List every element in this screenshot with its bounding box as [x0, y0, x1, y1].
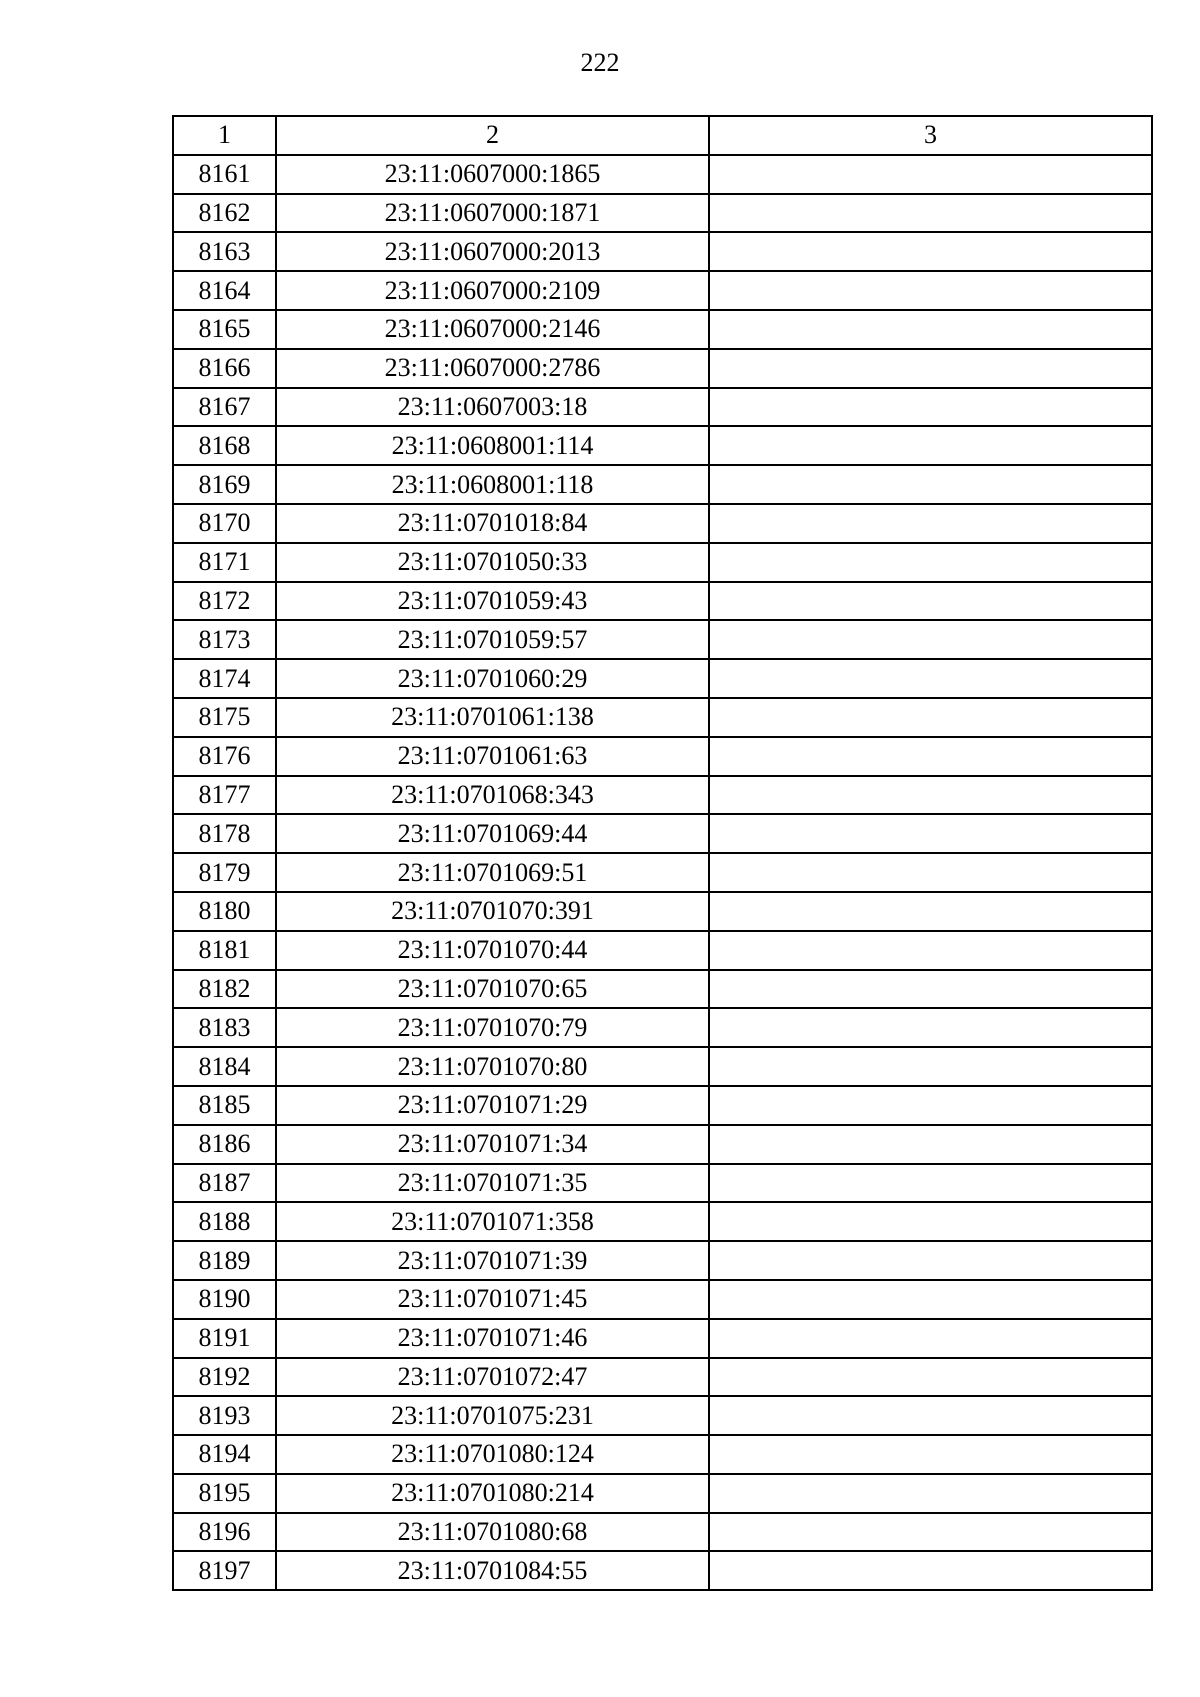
cadastral-number-cell: 23:11:0701069:51	[276, 853, 709, 892]
cadastral-number-cell: 23:11:0608001:118	[276, 465, 709, 504]
table-row	[173, 698, 1152, 737]
row-number-cell: 8161	[173, 155, 276, 194]
row-number-cell: 8188	[173, 1202, 276, 1241]
table-row	[173, 271, 1152, 310]
row-number-cell: 8191	[173, 1319, 276, 1358]
row-number-cell: 8183	[173, 1008, 276, 1047]
table-row	[173, 1474, 1152, 1513]
note-cell	[709, 465, 1152, 504]
row-number-cell: 8175	[173, 698, 276, 737]
note-cell	[709, 1280, 1152, 1319]
note-cell	[709, 931, 1152, 970]
table-row	[173, 1164, 1152, 1203]
note-cell	[709, 1551, 1152, 1590]
cadastral-number-cell: 23:11:0607000:2786	[276, 349, 709, 388]
cadastral-number-cell: 23:11:0701060:29	[276, 659, 709, 698]
page-number: 222	[580, 48, 620, 77]
row-number-cell: 8178	[173, 814, 276, 853]
table-row	[173, 1202, 1152, 1241]
row-number-cell: 8170	[173, 504, 276, 543]
table-row	[173, 426, 1152, 465]
cadastral-number-cell: 23:11:0701070:79	[276, 1008, 709, 1047]
note-cell	[709, 853, 1152, 892]
row-number-cell: 8193	[173, 1396, 276, 1435]
cadastral-number-cell: 23:11:0701071:29	[276, 1086, 709, 1125]
row-number-cell: 8182	[173, 970, 276, 1009]
note-cell	[709, 814, 1152, 853]
table-row	[173, 1086, 1152, 1125]
cadastral-number-cell: 23:11:0701071:34	[276, 1125, 709, 1164]
cadastral-number-cell: 23:11:0701059:43	[276, 582, 709, 621]
table-row	[173, 659, 1152, 698]
row-number-cell: 8187	[173, 1164, 276, 1203]
row-number-cell: 8164	[173, 271, 276, 310]
row-number-cell: 8169	[173, 465, 276, 504]
cadastral-number-cell: 23:11:0607000:1871	[276, 194, 709, 233]
cadastral-number-cell: 23:11:0608001:114	[276, 426, 709, 465]
table-row	[173, 232, 1152, 271]
cadastral-number-cell: 23:11:0701071:45	[276, 1280, 709, 1319]
column-header-1: 1	[173, 116, 276, 155]
cadastral-number-cell: 23:11:0607000:2109	[276, 271, 709, 310]
row-number-cell: 8174	[173, 659, 276, 698]
column-header-2: 2	[276, 116, 709, 155]
note-cell	[709, 737, 1152, 776]
row-number-cell: 8190	[173, 1280, 276, 1319]
row-number-cell: 8194	[173, 1435, 276, 1474]
table-row	[173, 349, 1152, 388]
cadastral-number-cell: 23:11:0701071:35	[276, 1164, 709, 1203]
cadastral-number-cell: 23:11:0701071:46	[276, 1319, 709, 1358]
row-number-cell: 8162	[173, 194, 276, 233]
note-cell	[709, 1008, 1152, 1047]
table-row	[173, 465, 1152, 504]
table-row	[173, 1396, 1152, 1435]
cadastral-table	[172, 115, 1153, 1591]
table-row	[173, 1125, 1152, 1164]
table-row	[173, 970, 1152, 1009]
cadastral-number-cell: 23:11:0701084:55	[276, 1551, 709, 1590]
table-row	[173, 737, 1152, 776]
row-number-cell: 8189	[173, 1241, 276, 1280]
table-row	[173, 582, 1152, 621]
note-cell	[709, 1435, 1152, 1474]
row-number-cell: 8197	[173, 1551, 276, 1590]
row-number-cell: 8173	[173, 620, 276, 659]
table-row	[173, 853, 1152, 892]
note-cell	[709, 1086, 1152, 1125]
note-cell	[709, 155, 1152, 194]
cadastral-number-cell: 23:11:0701061:63	[276, 737, 709, 776]
cadastral-number-cell: 23:11:0701061:138	[276, 698, 709, 737]
row-number-cell: 8196	[173, 1513, 276, 1552]
row-number-cell: 8181	[173, 931, 276, 970]
note-cell	[709, 388, 1152, 427]
table-row	[173, 892, 1152, 931]
table-row	[173, 1008, 1152, 1047]
cadastral-number-cell: 23:11:0701080:214	[276, 1474, 709, 1513]
column-header-3: 3	[709, 116, 1152, 155]
note-cell	[709, 349, 1152, 388]
table-row	[173, 310, 1152, 349]
note-cell	[709, 504, 1152, 543]
cadastral-number-cell: 23:11:0701070:65	[276, 970, 709, 1009]
table-row	[173, 1047, 1152, 1086]
note-cell	[709, 426, 1152, 465]
row-number-cell: 8166	[173, 349, 276, 388]
note-cell	[709, 232, 1152, 271]
cadastral-number-cell: 23:11:0701069:44	[276, 814, 709, 853]
note-cell	[709, 1319, 1152, 1358]
note-cell	[709, 1513, 1152, 1552]
table-row	[173, 388, 1152, 427]
note-cell	[709, 1202, 1152, 1241]
note-cell	[709, 1047, 1152, 1086]
note-cell	[709, 1358, 1152, 1397]
note-cell	[709, 1241, 1152, 1280]
table-row	[173, 504, 1152, 543]
note-cell	[709, 620, 1152, 659]
table-row	[173, 814, 1152, 853]
note-cell	[709, 1396, 1152, 1435]
note-cell	[709, 194, 1152, 233]
cadastral-number-cell: 23:11:0701070:44	[276, 931, 709, 970]
row-number-cell: 8172	[173, 582, 276, 621]
table-row	[173, 194, 1152, 233]
table-row	[173, 1280, 1152, 1319]
cadastral-number-cell: 23:11:0701080:68	[276, 1513, 709, 1552]
cadastral-number-cell: 23:11:0701050:33	[276, 543, 709, 582]
table-row	[173, 1551, 1152, 1590]
cadastral-number-cell: 23:11:0701070:80	[276, 1047, 709, 1086]
table-row	[173, 620, 1152, 659]
note-cell	[709, 659, 1152, 698]
note-cell	[709, 543, 1152, 582]
row-number-cell: 8165	[173, 310, 276, 349]
note-cell	[709, 310, 1152, 349]
cadastral-number-cell: 23:11:0607003:18	[276, 388, 709, 427]
table-body	[173, 155, 1152, 1590]
note-cell	[709, 698, 1152, 737]
row-number-cell: 8177	[173, 776, 276, 815]
cadastral-number-cell: 23:11:0607000:1865	[276, 155, 709, 194]
table-row	[173, 1513, 1152, 1552]
note-cell	[709, 1125, 1152, 1164]
table-row	[173, 1435, 1152, 1474]
cadastral-number-cell: 23:11:0701018:84	[276, 504, 709, 543]
cadastral-number-cell: 23:11:0701072:47	[276, 1358, 709, 1397]
table-row	[173, 155, 1152, 194]
row-number-cell: 8192	[173, 1358, 276, 1397]
row-number-cell: 8176	[173, 737, 276, 776]
note-cell	[709, 970, 1152, 1009]
cadastral-number-cell: 23:11:0607000:2146	[276, 310, 709, 349]
cadastral-number-cell: 23:11:0701071:39	[276, 1241, 709, 1280]
note-cell	[709, 1164, 1152, 1203]
row-number-cell: 8184	[173, 1047, 276, 1086]
note-cell	[709, 776, 1152, 815]
table-row	[173, 1319, 1152, 1358]
row-number-cell: 8186	[173, 1125, 276, 1164]
note-cell	[709, 582, 1152, 621]
cadastral-number-cell: 23:11:0607000:2013	[276, 232, 709, 271]
note-cell	[709, 892, 1152, 931]
cadastral-number-cell: 23:11:0701075:231	[276, 1396, 709, 1435]
row-number-cell: 8163	[173, 232, 276, 271]
table-header-row	[173, 116, 1152, 155]
cadastral-number-cell: 23:11:0701080:124	[276, 1435, 709, 1474]
table-row	[173, 776, 1152, 815]
row-number-cell: 8167	[173, 388, 276, 427]
table-row	[173, 543, 1152, 582]
row-number-cell: 8185	[173, 1086, 276, 1125]
note-cell	[709, 271, 1152, 310]
cadastral-number-cell: 23:11:0701070:391	[276, 892, 709, 931]
row-number-cell: 8180	[173, 892, 276, 931]
note-cell	[709, 1474, 1152, 1513]
table-row	[173, 1358, 1152, 1397]
table-row	[173, 1241, 1152, 1280]
table-row	[173, 931, 1152, 970]
cadastral-number-cell: 23:11:0701059:57	[276, 620, 709, 659]
row-number-cell: 8179	[173, 853, 276, 892]
cadastral-number-cell: 23:11:0701068:343	[276, 776, 709, 815]
row-number-cell: 8195	[173, 1474, 276, 1513]
cadastral-number-cell: 23:11:0701071:358	[276, 1202, 709, 1241]
row-number-cell: 8168	[173, 426, 276, 465]
row-number-cell: 8171	[173, 543, 276, 582]
